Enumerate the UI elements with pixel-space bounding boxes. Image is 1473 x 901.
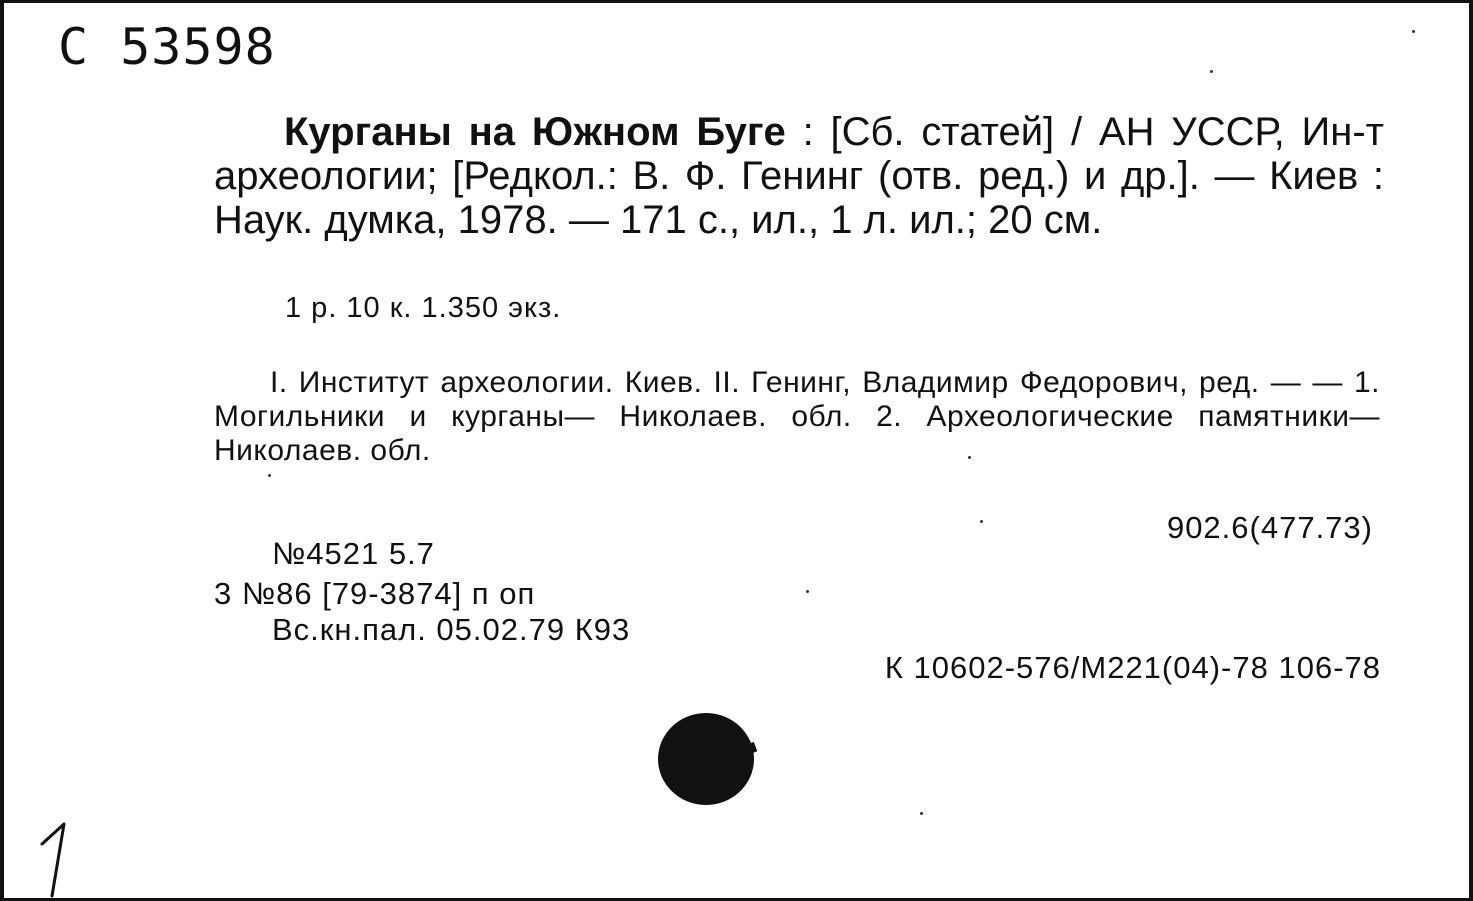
card-border-right	[1469, 0, 1473, 901]
speck	[1412, 30, 1415, 33]
price-and-print-run: 1 р. 10 к. 1.350 экз.	[285, 292, 562, 324]
speck	[1210, 70, 1213, 73]
record-line: Вс.кн.пал. 05.02.79 К93	[272, 612, 631, 647]
punch-hole	[658, 713, 754, 805]
book-title: Курганы на Южном Буге	[284, 110, 786, 154]
record-line: 3 №86 [79-3874] п оп	[214, 576, 536, 611]
card-border-left	[0, 0, 4, 901]
speck	[268, 474, 271, 477]
main-entry	[214, 110, 1384, 242]
call-number: C 53598	[58, 18, 276, 76]
handwritten-stroke	[42, 824, 64, 896]
speck	[980, 520, 983, 523]
speck	[806, 590, 809, 593]
publisher-code: К 10602-576/М221(04)-78 106-78	[884, 650, 1381, 685]
speck	[920, 812, 923, 815]
tracings-text: I. Институт археологии. Киев. II. Генинг, Владимир Федорович, ред. — — 1. Могильники и курганы— Николаев. обл. 2. Археологические памятники— Николаев. обл.	[214, 366, 1380, 467]
tracings	[214, 366, 1380, 468]
speck	[968, 456, 971, 459]
classification-number: 902.6(477.73)	[1166, 510, 1373, 545]
handwritten-mark	[36, 818, 76, 898]
bibliographic-description: : [Сб. статей] / АН УССР, Ин-т археологии; [Редкол.: В. Ф. Генинг (отв. ред.) и др.]. — Киев : Наук. думка, 1978. — 171 с., ил., 1 л. ил.; 20 см.	[214, 110, 1385, 242]
record-line: №4521 5.7	[272, 536, 435, 571]
card-border-top	[0, 0, 1473, 3]
